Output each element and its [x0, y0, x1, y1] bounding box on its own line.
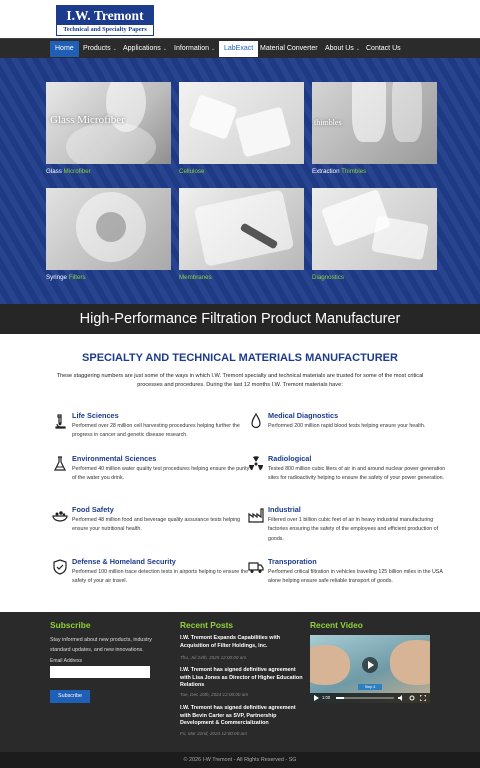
feature-title: Food Safety [72, 505, 114, 514]
nav-label: Information [174, 45, 210, 52]
product-image-syringe-filters[interactable] [46, 188, 171, 270]
feature-title: Environmental Sciences [72, 454, 157, 463]
chevron-down-icon: ⌄ [355, 46, 360, 52]
chevron-down-icon: ⌄ [211, 46, 216, 52]
product-photo-shape [96, 212, 126, 242]
product-photo-shape [352, 82, 386, 142]
post-title[interactable]: I.W. Tremont has signed definitive agreement with Lisa Jones as Director of Higher Education Relations [180, 667, 303, 688]
caption-highlight: Filters [68, 274, 86, 281]
product-caption[interactable] [46, 168, 91, 175]
nav-label: Home [55, 45, 74, 52]
email-label: Email Address [50, 658, 82, 664]
product-caption[interactable] [179, 168, 204, 175]
caption-text: Syringe [46, 274, 69, 281]
gear-icon[interactable] [409, 695, 415, 701]
post-date: Fri, Mar 22nd, 2024 12:00:00 am [180, 731, 247, 736]
feature-desc: Performed critical filtration in vehicles traveling 125 billion miles in the USA alone helping ensure safe reliable transport of goods. [268, 569, 443, 585]
product-caption[interactable] [312, 168, 366, 175]
volume-icon[interactable] [398, 695, 404, 701]
microscope-icon [52, 413, 68, 429]
banner-heading: High-Performance Filtration Product Manufacturer [0, 304, 480, 334]
site-header [0, 0, 480, 38]
chevron-down-icon: ⌄ [112, 46, 117, 52]
nav-labexact[interactable] [219, 41, 258, 57]
video-time: 1:00 [322, 695, 331, 700]
nav-products[interactable] [78, 41, 122, 57]
nav-information[interactable] [169, 41, 220, 57]
video-controls [310, 693, 430, 703]
truck-icon [248, 559, 264, 575]
nav-label: Applications [123, 45, 161, 52]
caption-highlight: Thimbles [341, 168, 367, 175]
nav-contact-us[interactable] [361, 41, 406, 57]
blood-drop-icon [248, 413, 264, 429]
food-bowl-icon [52, 507, 68, 523]
radiation-icon [248, 456, 264, 472]
subscribe-heading: Subscribe [50, 620, 91, 630]
product-photo-shape [392, 82, 422, 142]
video-frame-shape [390, 640, 430, 685]
video-progress-bar[interactable] [336, 697, 394, 699]
product-overlay-text: thimbles [314, 118, 342, 127]
product-caption[interactable] [312, 274, 344, 281]
logo-name: I.W. Tremont [57, 6, 153, 25]
post-title[interactable]: I.W. Tremont Expands Capabilities with Acquisition of Filter Holdings, Inc. [180, 635, 281, 649]
flask-icon [52, 456, 68, 472]
nav-label: Material Converter [260, 45, 318, 52]
feature-desc: Tested 800 million cubic liters of air in and around nuclear power generation sites for radioactivity helping to ensure the safety of your power generation. [268, 466, 446, 482]
product-image-extraction-thimbles[interactable] [312, 82, 437, 164]
video-progress-fill [336, 697, 344, 699]
section-title: SPECIALTY AND TECHNICAL MATERIALS MANUFACTURER [82, 352, 398, 364]
product-image-cellulose[interactable] [179, 82, 304, 164]
feature-desc: Performed 200 million rapid blood tests helping ensure your health. [268, 423, 426, 429]
feature-title: Industrial [268, 505, 301, 514]
product-photo-shape [188, 94, 237, 140]
product-photo-shape [371, 216, 428, 260]
company-logo[interactable] [56, 5, 154, 36]
product-photo-shape [235, 106, 292, 157]
product-photo-shape [66, 122, 156, 164]
video-player[interactable] [310, 635, 430, 703]
nav-material-converter[interactable] [255, 41, 323, 57]
product-caption[interactable] [46, 274, 86, 281]
subscribe-text: Stay informed about new products, industry standard updates, and new innovations. [50, 637, 152, 653]
feature-title: Transporation [268, 557, 317, 566]
product-caption[interactable] [179, 274, 212, 281]
product-image-membranes[interactable] [179, 188, 304, 270]
play-icon [368, 661, 374, 669]
feature-desc: Filtered over 1 billion cubic feet of air in heavy industrial manufacturing factories ensuring the safety of the employees and efficient production of goods. [268, 517, 439, 542]
play-icon[interactable] [313, 695, 319, 701]
caption-highlight: Cellulose [179, 168, 205, 175]
shield-icon [52, 559, 68, 575]
factory-icon [248, 507, 264, 523]
feature-title: Radiological [268, 454, 312, 463]
nav-about-us[interactable] [320, 41, 365, 57]
caption-text: Extraction [312, 168, 342, 175]
recent-video-heading: Recent Video [310, 620, 363, 630]
caption-highlight: Membranes [179, 274, 212, 281]
nav-label: LabExact [224, 45, 254, 52]
post-date: Tue, Dec 10th, 2024 12:00:00 am [180, 692, 249, 697]
video-step-label: Step 4 [358, 684, 382, 690]
subscribe-button[interactable]: Subscribe [50, 690, 90, 703]
caption-highlight: Microfiber [63, 168, 91, 175]
feature-desc: Performed 100 million trace detection tests in airports helping to ensure the safety of your air travel. [72, 569, 249, 585]
caption-highlight: Diagnostics [312, 274, 344, 281]
nav-applications[interactable] [118, 41, 172, 57]
feature-desc: Performed 40 million water quality test procedures helping ensure the purity of the water you drink. [72, 466, 250, 482]
logo-tagline: Technical and Specialty Papers [63, 26, 147, 33]
section-intro: These staggering numbers are just some of the ways in which I.W. Tremont specialty and technical materials are trusted for some of the most critical processes and procedures. During the last 12 months I.W. Tremont materials have: [56, 373, 424, 388]
caption-text: Glass [46, 168, 64, 175]
fullscreen-icon[interactable] [420, 695, 426, 701]
email-field[interactable] [50, 666, 150, 678]
video-frame-shape [310, 645, 350, 685]
feature-title: Defense & Homeland Security [72, 557, 176, 566]
product-hero [0, 58, 480, 304]
nav-label: Products [83, 45, 111, 52]
feature-desc: Performed 48 million food and beverage quality assurance tests helping ensure your nutritional health. [72, 517, 241, 533]
copyright: © 2026 I-W Tremont - All Rights Reserved - SG [0, 752, 480, 768]
feature-desc: Performed over 28 million cell harvesting procedures helping further the progress in cancer and genetic disease research. [72, 423, 240, 439]
recent-posts-heading: Recent Posts [180, 620, 234, 630]
nav-label: About Us [325, 45, 354, 52]
feature-title: Life Sciences [72, 411, 119, 420]
post-date: Thu, Jul 24th, 2025 12:00:00 am [180, 655, 247, 660]
product-overlay-text: Glass Microfiber [50, 114, 125, 126]
main-nav [0, 38, 480, 58]
nav-label: Contact Us [366, 45, 401, 52]
chevron-down-icon: ⌄ [162, 46, 167, 52]
product-image-diagnostics[interactable] [312, 188, 437, 270]
feature-title: Medical Diagnostics [268, 411, 339, 420]
product-image-glass-microfiber[interactable] [46, 82, 171, 164]
post-title[interactable]: I.W. Tremont has signed definitive agreement with Bevin Carter as SVP, Partnership Development & Commercialization [180, 705, 296, 726]
nav-home[interactable] [50, 41, 79, 57]
